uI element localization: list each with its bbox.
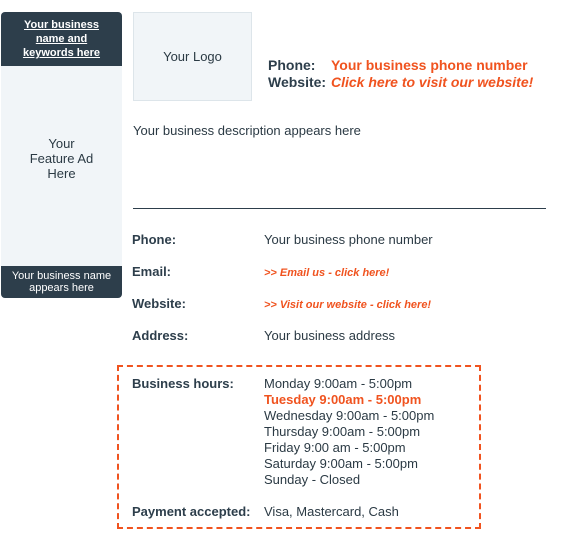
feature-ad-area[interactable] (1, 66, 122, 266)
header-website-label: Website: (268, 74, 327, 90)
website-link[interactable]: >> Visit our website - click here! (264, 299, 432, 311)
business-name-link[interactable]: Your business name and keywords here (22, 19, 101, 59)
header-website-link[interactable]: Click here to visit our website! (331, 74, 534, 90)
detail-row-email (132, 264, 389, 279)
hours-day: Sunday - Closed (264, 472, 361, 487)
card-header (1, 12, 122, 66)
business-description: Your business description appears here (133, 123, 361, 138)
hours-label: Business hours: (132, 376, 234, 391)
feature-ad-card (1, 12, 122, 298)
hours-day-today: Tuesday 9:00am - 5:00pm (264, 392, 422, 407)
header-phone-row (268, 57, 528, 73)
detail-row-address (132, 328, 395, 343)
hours-day: Thursday 9:00am - 5:00pm (264, 424, 421, 439)
logo-label: Your Logo (163, 49, 222, 64)
hours-day: Friday 9:00 am - 5:00pm (264, 440, 406, 455)
business-name-footer: Your business name appears here (11, 270, 112, 294)
detail-row-website (132, 296, 431, 311)
logo-placeholder (133, 12, 252, 101)
card-footer (1, 266, 122, 298)
email-link[interactable]: >> Email us - click here! (264, 267, 390, 279)
hours-list (264, 376, 434, 488)
divider (133, 208, 546, 209)
header-phone-value[interactable]: Your business phone number (331, 57, 528, 73)
address-value: Your business address (264, 328, 396, 343)
detail-row-phone (132, 232, 433, 247)
phone-value: Your business phone number (264, 232, 433, 247)
address-label: Address: (132, 328, 189, 343)
payment-value: Visa, Mastercard, Cash (264, 504, 399, 519)
hours-day: Saturday 9:00am - 5:00pm (264, 456, 418, 471)
header-website-row (268, 74, 533, 90)
payment-row (132, 504, 399, 519)
header-phone-label: Phone: (268, 57, 316, 73)
phone-label: Phone: (132, 232, 177, 247)
payment-label: Payment accepted: (132, 504, 251, 519)
hours-day: Monday 9:00am - 5:00pm (264, 376, 413, 391)
feature-ad-label: Your Feature Ad Here (29, 135, 94, 181)
email-label: Email: (132, 264, 172, 279)
hours-row (132, 376, 264, 391)
website-label: Website: (132, 296, 186, 311)
hours-day: Wednesday 9:00am - 5:00pm (264, 408, 435, 423)
